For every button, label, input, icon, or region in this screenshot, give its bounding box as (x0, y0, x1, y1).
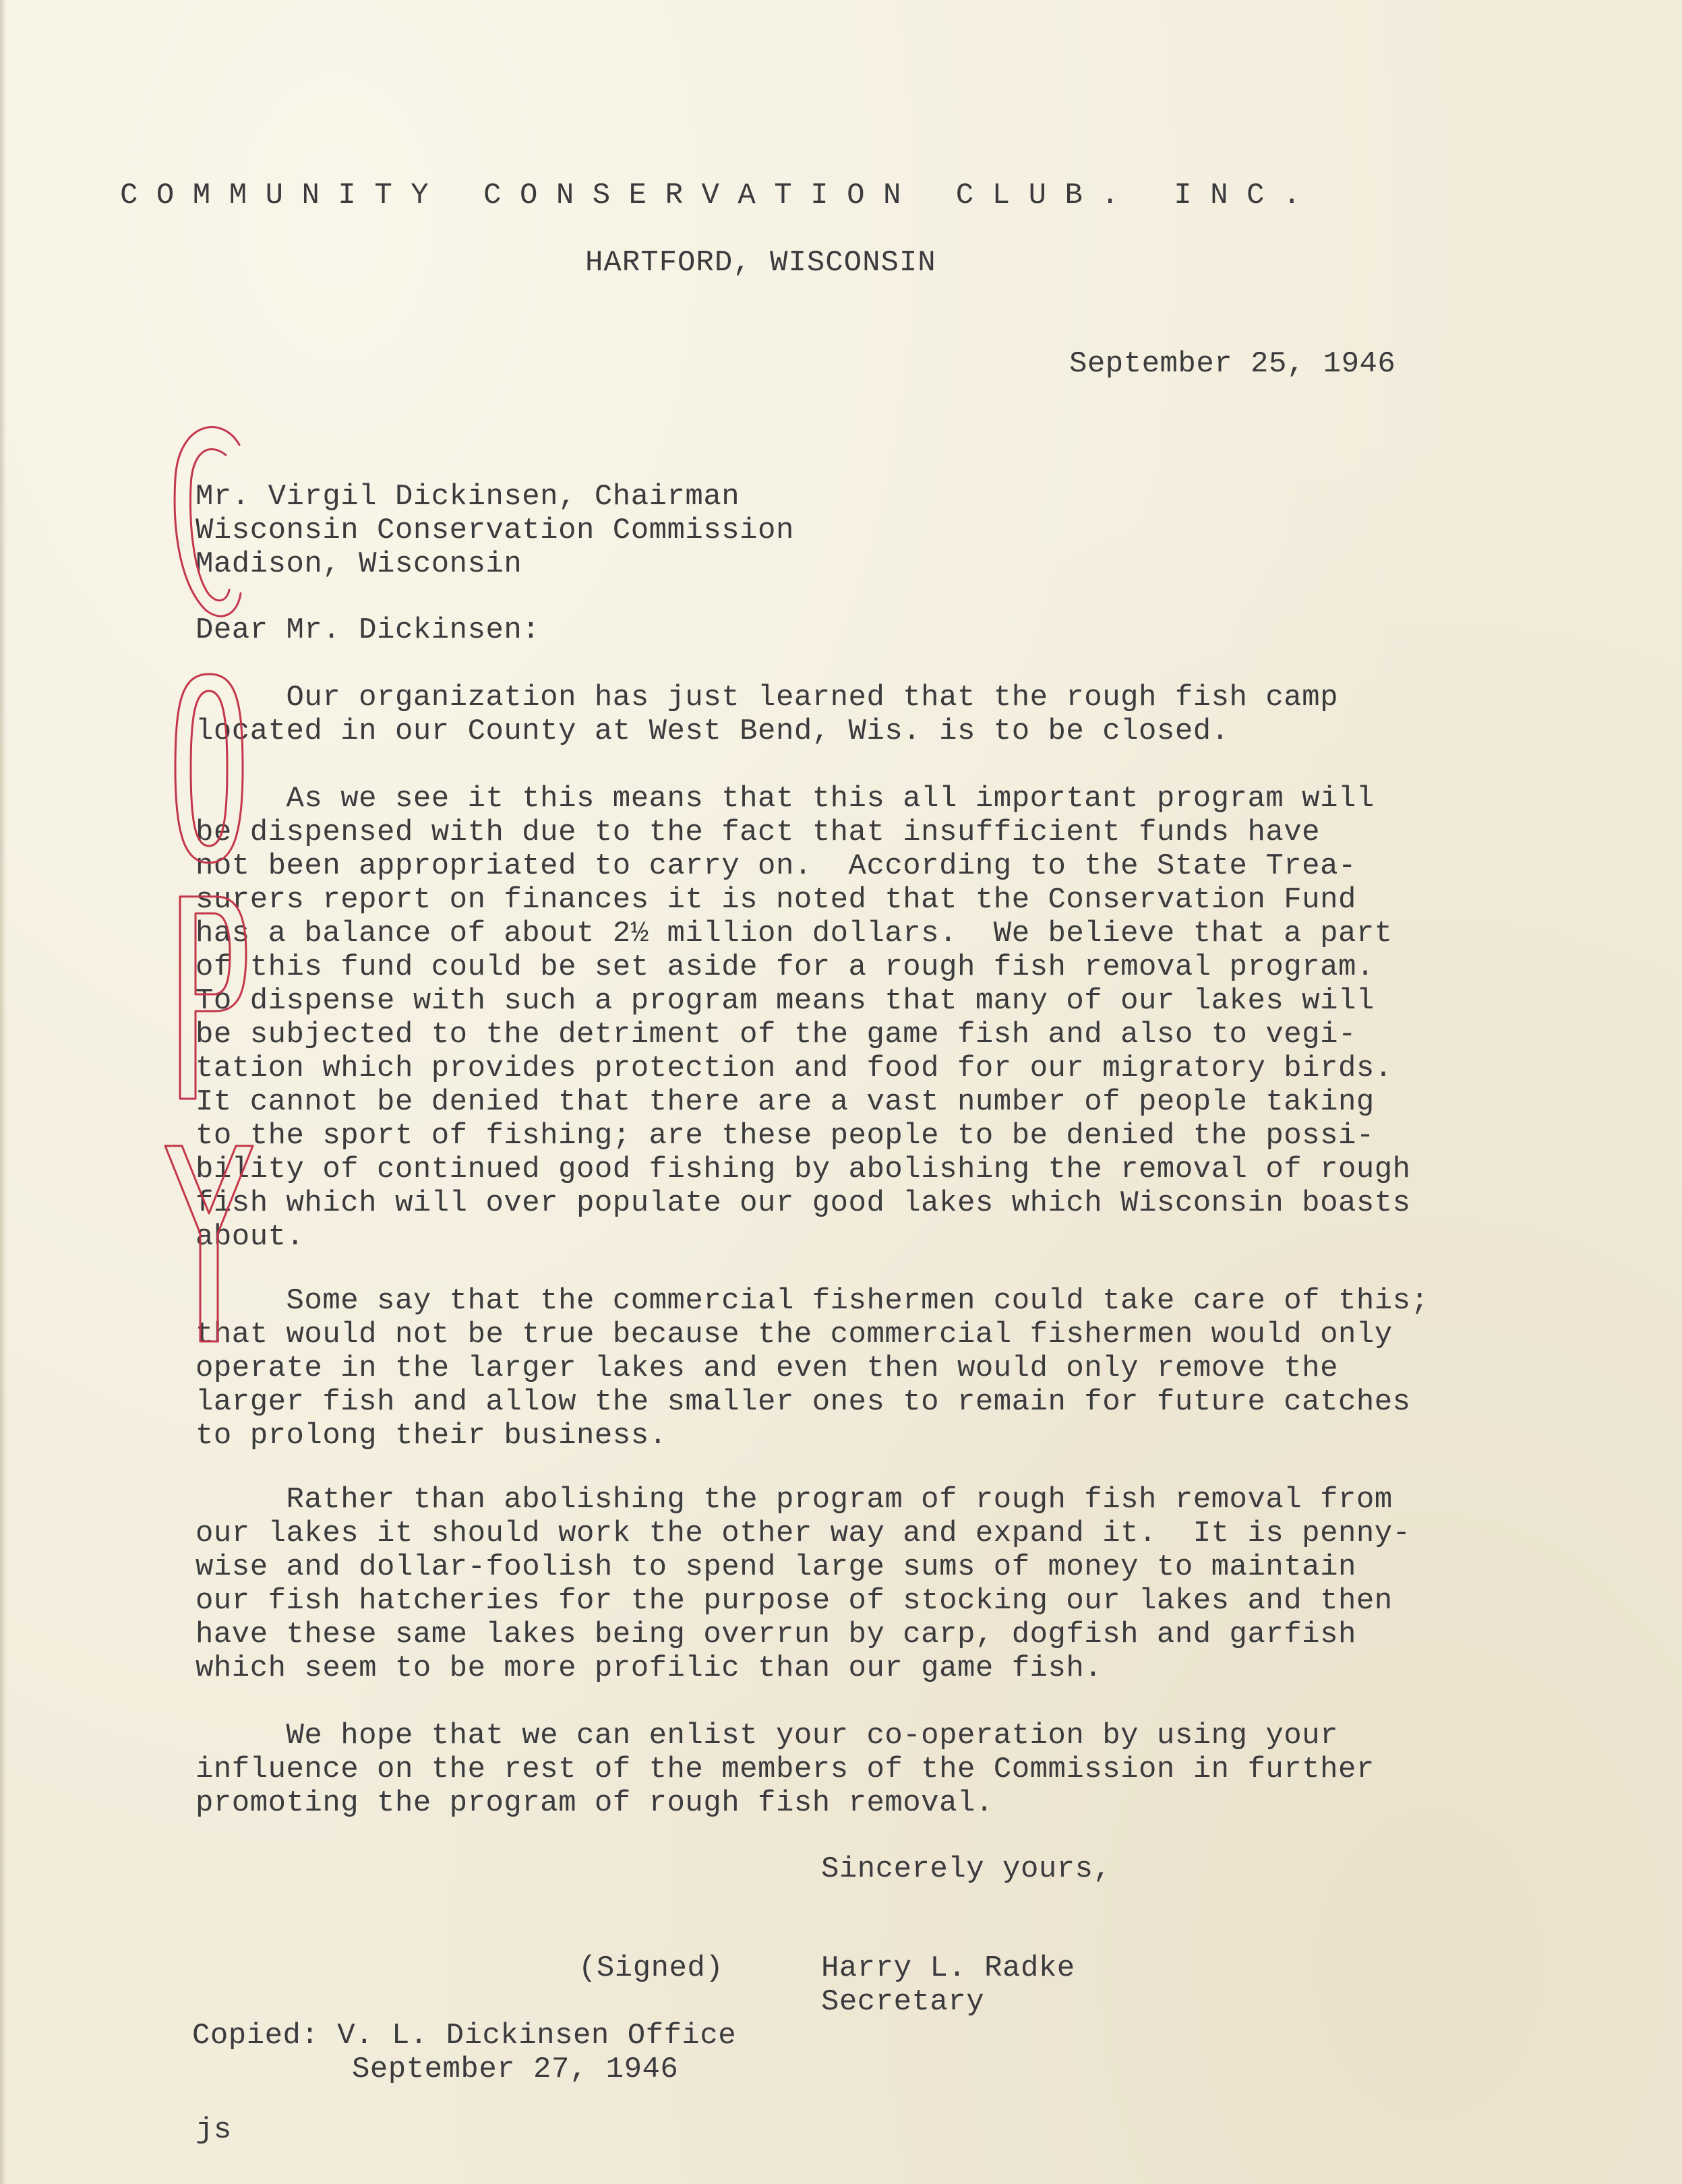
body-line: to the sport of fishing; are these people to be denied the possi- (196, 1119, 1375, 1153)
salutation: Dear Mr. Dickinsen: (196, 613, 541, 647)
body-line: to prolong their business. (196, 1419, 667, 1453)
body-line: Some say that the commercial fishermen could take care of this; (196, 1284, 1429, 1318)
organization-location: HARTFORD, WISCONSIN (585, 246, 936, 280)
signer-name: Harry L. Radke (821, 1951, 1075, 1985)
body-line: larger fish and allow the smaller ones to remain for future catches (196, 1385, 1411, 1419)
body-line: of this fund could be set aside for a rough fish removal program. (196, 950, 1375, 984)
page-edge-shadow (0, 0, 7, 2184)
body-line: operate in the larger lakes and even then would only remove the (196, 1352, 1338, 1385)
body-line: Rather than abolishing the program of rough fish removal from (196, 1483, 1393, 1517)
body-line: We hope that we can enlist your co-operation by using your (196, 1719, 1338, 1753)
body-line: Our organization has just learned that the rough fish camp (196, 681, 1338, 715)
stamp-letter-o-inner (191, 691, 227, 846)
stamp-letter-y (165, 1146, 253, 1341)
body-line: have these same lakes being overrun by carp, dogfish and garfish (196, 1618, 1356, 1651)
body-line: which seem to be more profilic than our game fish. (196, 1651, 1103, 1685)
body-line: located in our County at West Bend, Wis. is to be closed. (196, 715, 1230, 748)
body-line: be dispensed with due to the fact that insufficient funds have (196, 816, 1321, 849)
body-line: be subjected to the detriment of the game fish and also to vegi- (196, 1018, 1356, 1052)
body-line: not been appropriated to carry on. According to the State Trea- (196, 849, 1356, 883)
stamp-letter-c (175, 427, 241, 616)
body-line: about. (196, 1220, 305, 1254)
organization-name: COMMUNITY CONSERVATION CLUB. INC. (120, 179, 1319, 212)
signer-title: Secretary (821, 1985, 985, 2019)
body-line: influence on the rest of the members of the Commission in further (196, 1753, 1375, 1786)
body-line: has a balance of about 2½ million dollars. We believe that a part (196, 917, 1393, 950)
signed-note: (Signed) (578, 1951, 724, 1985)
body-line: fish which will over populate our good lakes which Wisconsin boasts (196, 1186, 1411, 1220)
body-line: surers report on finances it is noted that the Conservation Fund (196, 883, 1356, 917)
body-line: It cannot be denied that there are a vast number of people taking (196, 1085, 1375, 1119)
recipient-organization: Wisconsin Conservation Commission (196, 514, 794, 547)
copy-stamp (158, 418, 266, 1348)
typist-initials: js (196, 2113, 232, 2147)
closing: Sincerely yours, (821, 1852, 1112, 1886)
body-line: our lakes it should work the other way and expand it. It is penny- (196, 1517, 1411, 1550)
copied-date: September 27, 1946 (352, 2053, 679, 2086)
body-line: promoting the program of rough fish removal. (196, 1786, 994, 1820)
letter-date: September 25, 1946 (1069, 347, 1396, 381)
stamp-letter-p-inner (196, 913, 230, 994)
body-line: our fish hatcheries for the purpose of stocking our lakes and then (196, 1584, 1393, 1618)
body-line: tation which provides protection and food for our migratory birds. (196, 1052, 1393, 1085)
body-line: bility of continued good fishing by abolishing the removal of rough (196, 1153, 1411, 1186)
stamp-letter-c-inner (190, 449, 229, 600)
stamp-letter-o (175, 674, 243, 863)
recipient-city: Madison, Wisconsin (196, 547, 522, 581)
body-line: wise and dollar-foolish to spend large sums of money to maintain (196, 1550, 1356, 1584)
copied-note: Copied: V. L. Dickinsen Office (192, 2019, 737, 2053)
recipient-name: Mr. Virgil Dickinsen, Chairman (196, 480, 740, 514)
stamp-letter-p (180, 897, 246, 1099)
body-line: As we see it this means that this all important program will (196, 782, 1375, 816)
body-line: To dispense with such a program means that many of our lakes will (196, 984, 1375, 1018)
body-line: that would not be true because the commercial fishermen would only (196, 1318, 1393, 1352)
